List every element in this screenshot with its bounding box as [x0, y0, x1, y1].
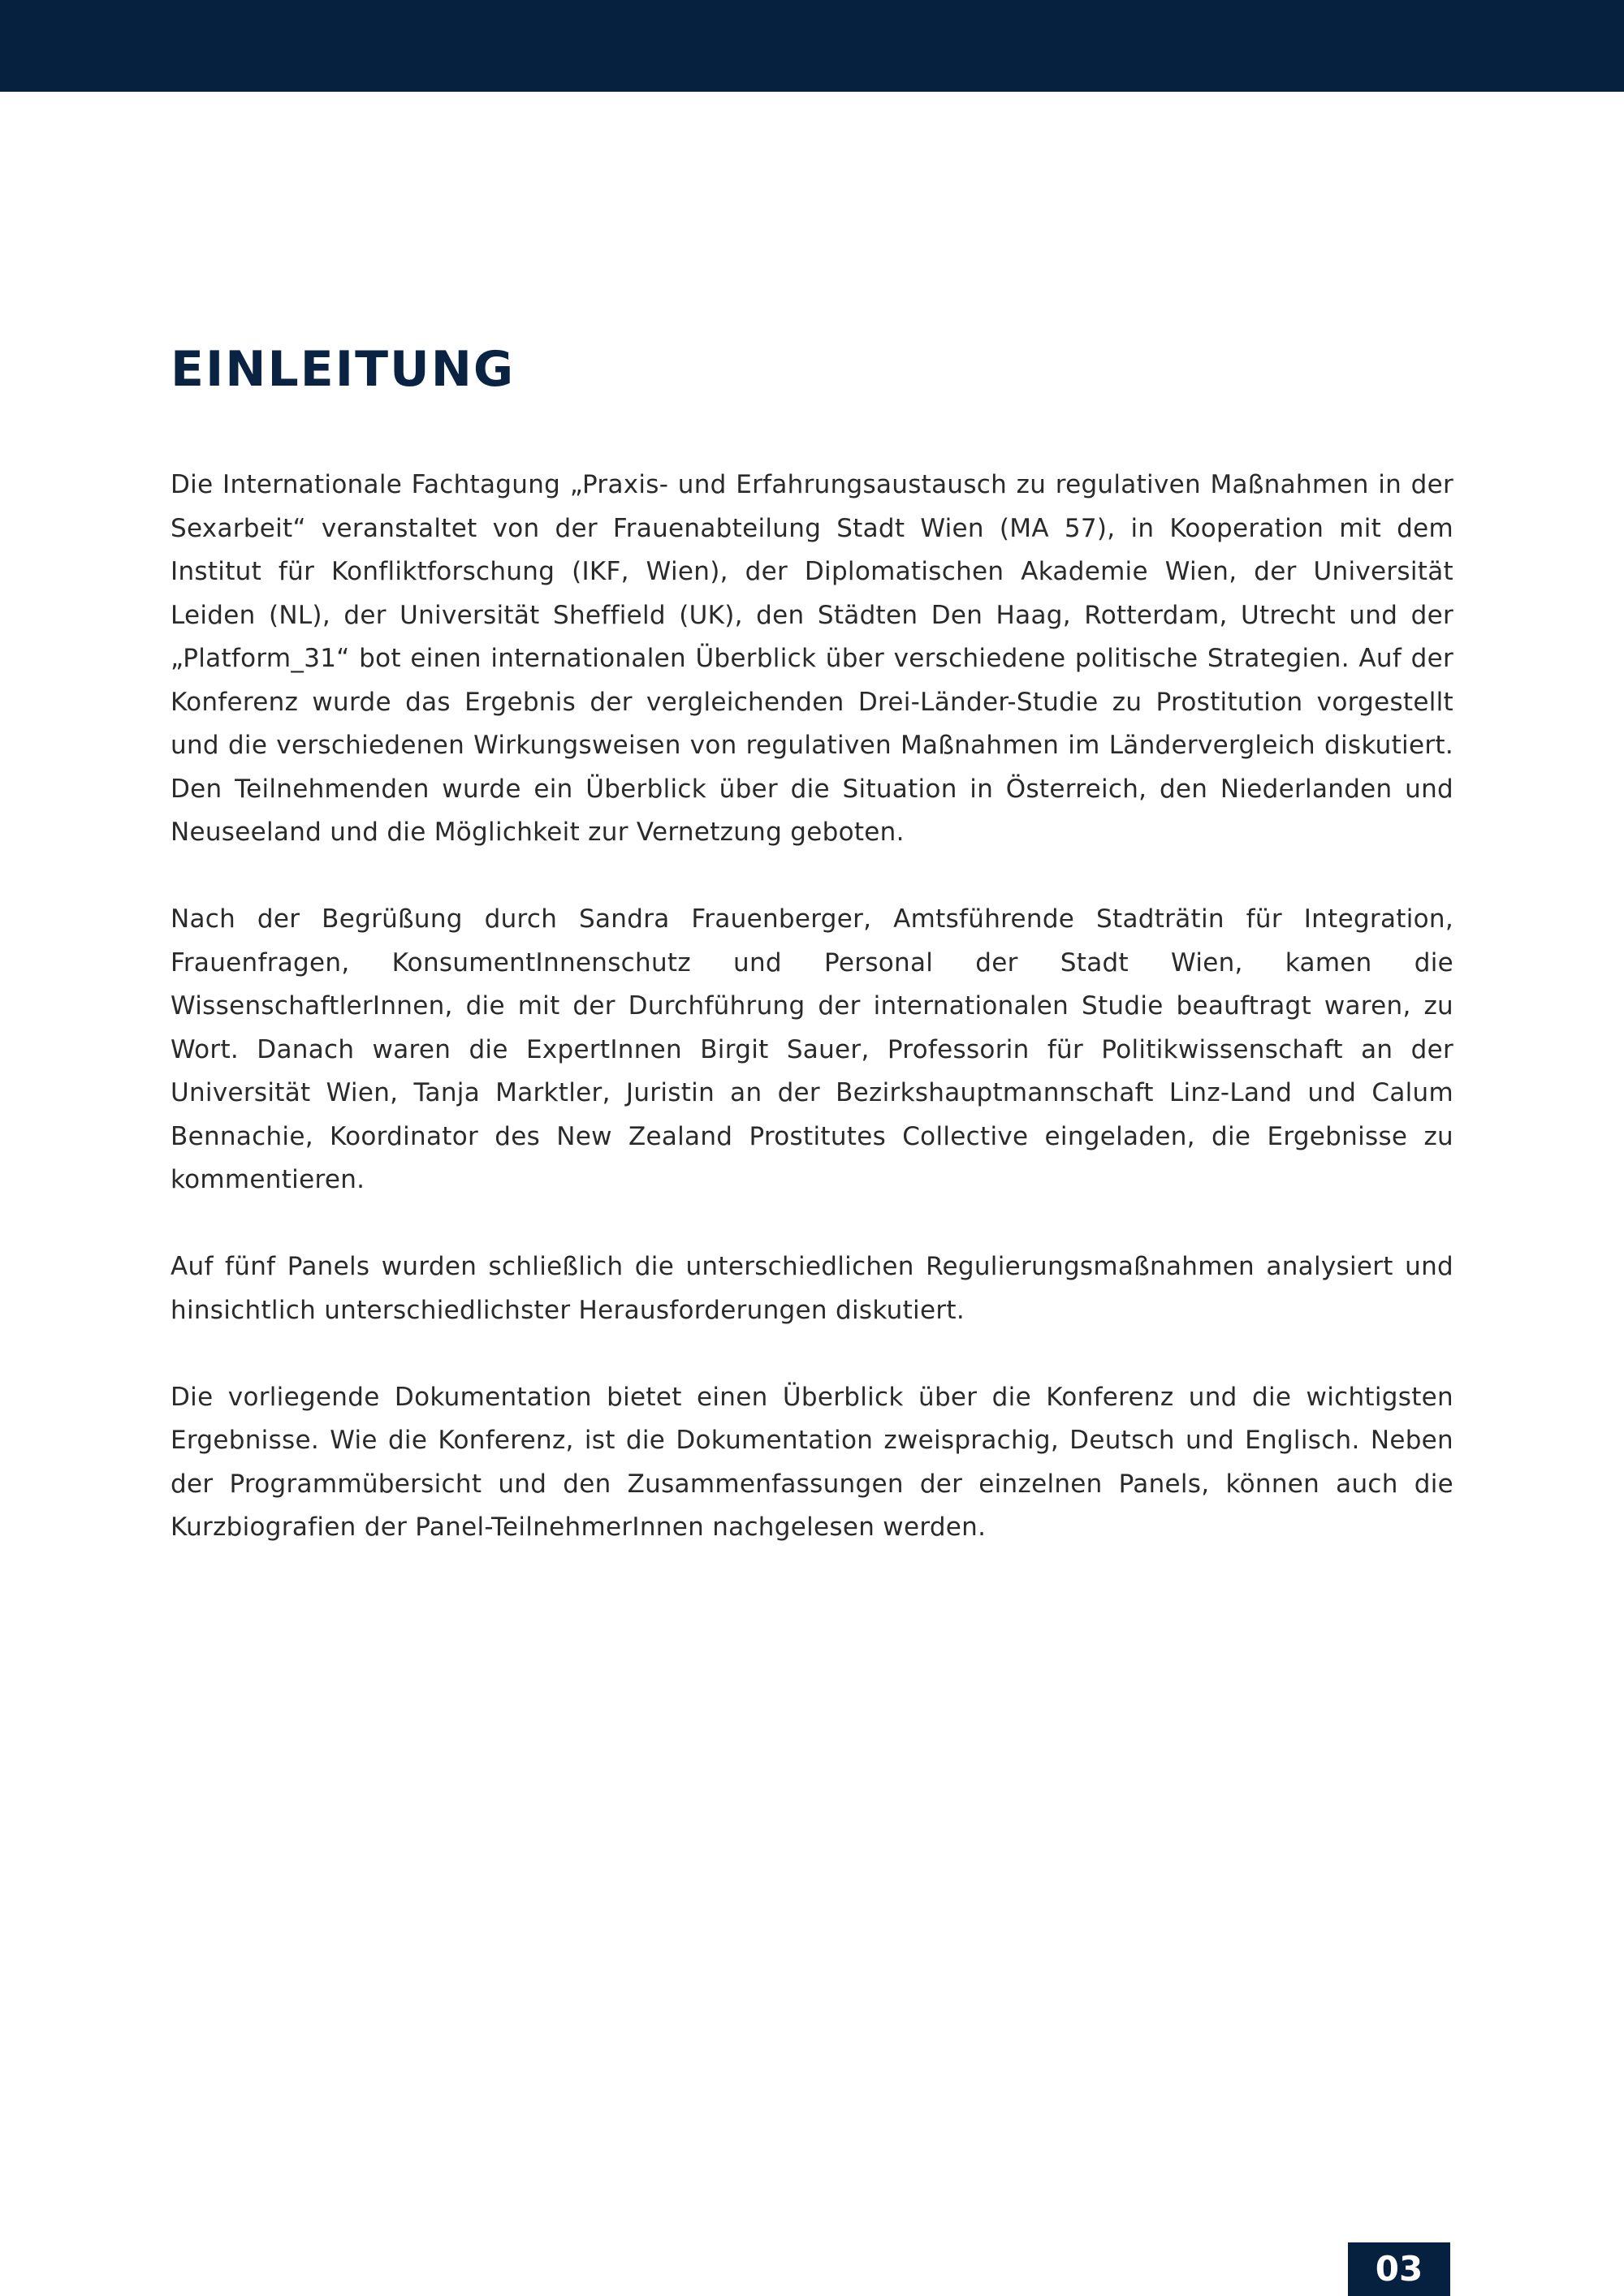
- page-title: EINLEITUNG: [171, 341, 516, 398]
- page-number: 03: [1348, 2242, 1450, 2296]
- paragraph-intro: Die Internationale Fachtagung „Praxis- und Erfahrungsaustausch zu regulativen Maßnahmen in der Sexarbeit“ veranstaltet von der Frauenabteilung Stadt Wien (MA 57), in Kooperation mit dem Institut für Konfliktforschung (IKF, Wien), der Diplomatischen Akademie Wien, der Universität Leiden (NL), der Universität Sheffield (UK), den Städten Den Haag, Rotterdam, Utrecht und der „Platform_31“ bot einen internationalen Überblick über verschiedene politische Strategien. Auf der Konferenz wurde das Ergebnis der vergleichenden Drei-Länder-Studie zu Prostitution vorgestellt und die verschiedenen Wirkungsweisen von regulativen Maßnahmen im Ländervergleich diskutiert. Den Teilnehmenden wurde ein Überblick über die Situation in Österreich, den Niederlanden und Neuseeland und die Möglichkeit zur Vernetzung geboten.: [171, 470, 1453, 847]
- document-body: [171, 329, 1453, 1593]
- paragraph-documentation: Die vorliegende Dokumentation bietet einen Überblick über die Konferenz und die wichtigsten Ergebnisse. Wie die Konferenz, ist die Dokumentation zweisprachig, Deutsch und Englisch. Neben der Programmübersicht und den Zusammenfassungen der einzelnen Panels, können auch die Kurzbiografien der Panel-TeilnehmerInnen nachgelesen werden.: [171, 1382, 1453, 1542]
- paragraph-panels: Auf fünf Panels wurden schließlich die unterschiedlichen Regulierungsmaßnahmen analysiert und hinsichtlich unterschiedlichster Herausforderungen diskutiert.: [171, 1252, 1453, 1325]
- paragraph-welcome: Nach der Begrüßung durch Sandra Frauenberger, Amtsführende Stadträtin für Integration, Frauenfragen, KonsumentInnenschutz und Personal der Stadt Wien, kamen die WissenschaftlerInnen, die mit der Durchführung der internationalen Studie beauftragt waren, zu Wort. Danach waren die ExpertInnen Birgit Sauer, Professorin für Politikwissenschaft an der Universität Wien, Tanja Marktler, Juristin an der Bezirkshauptmannschaft Linz-Land und Calum Bennachie, Koordinator des New Zealand Prostitutes Collective eingeladen, die Ergebnisse zu kommentieren.: [171, 904, 1453, 1194]
- header-bar: [0, 0, 1624, 92]
